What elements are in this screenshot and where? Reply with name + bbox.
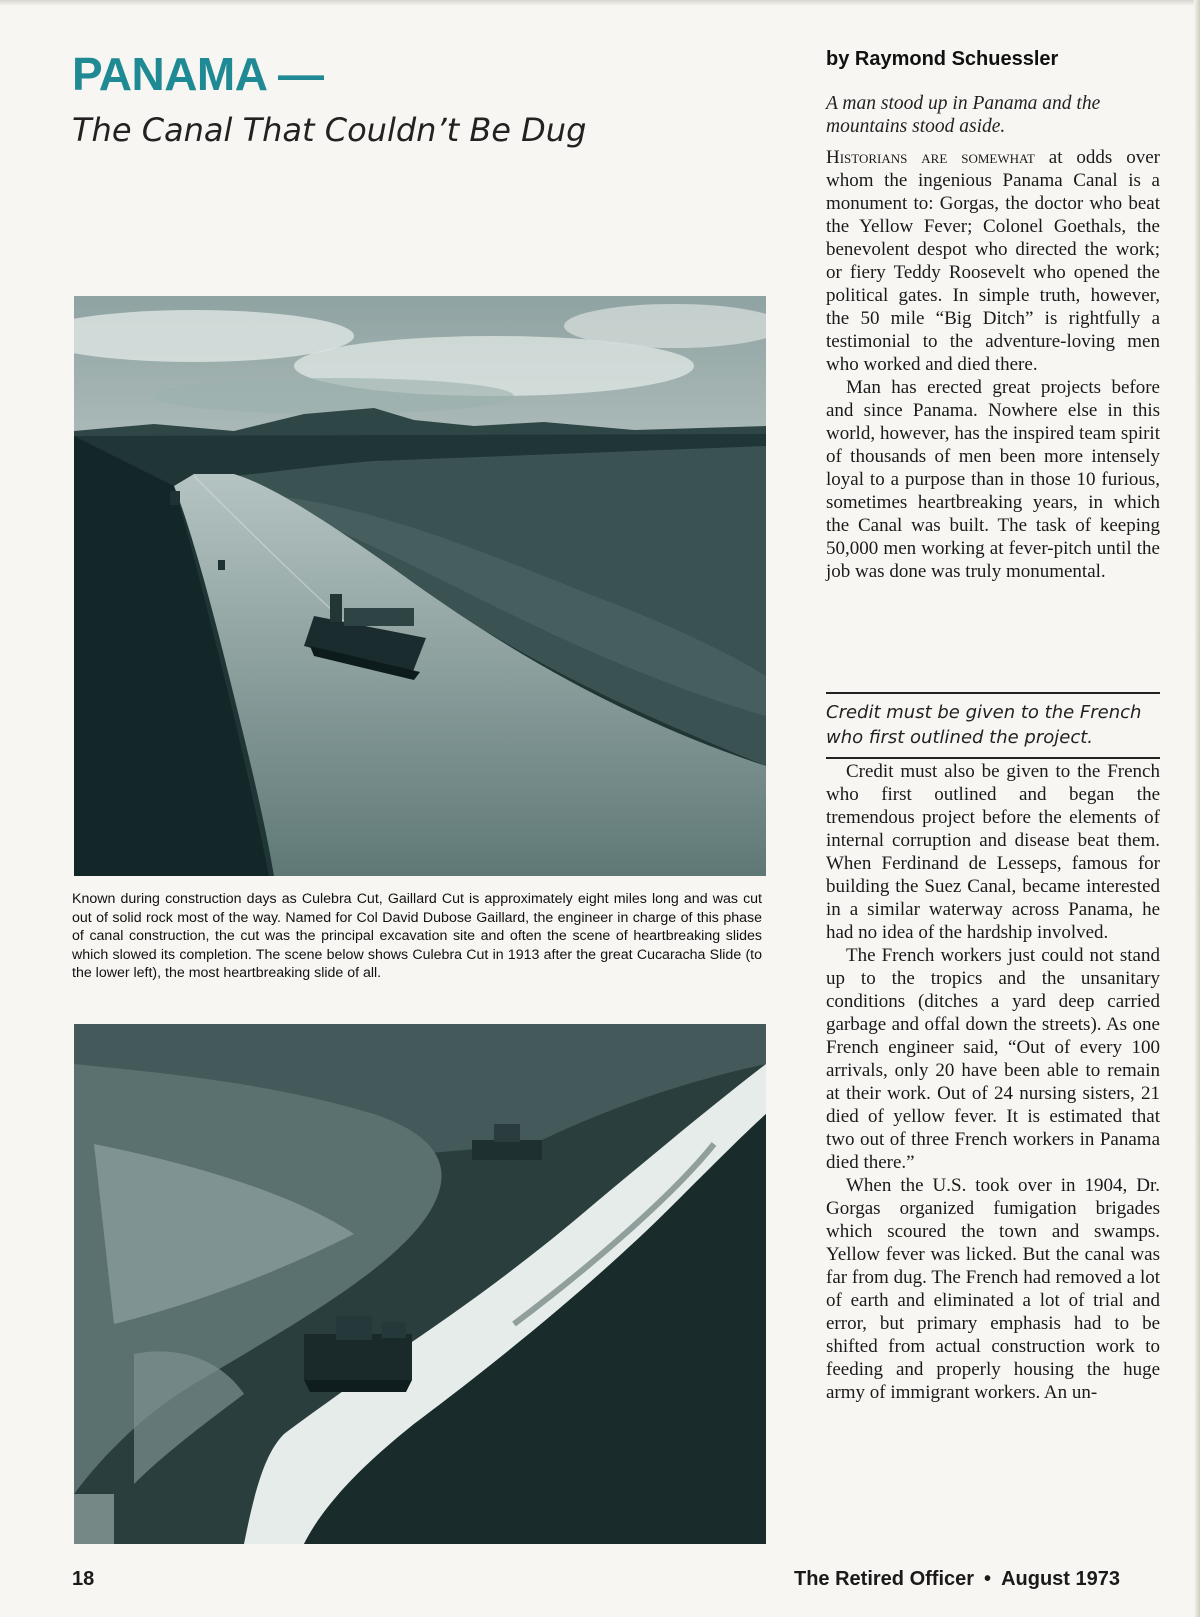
article-title: PANAMA — [72,48,324,100]
running-footer [794,1568,1120,1591]
page-right-edge [1194,0,1200,1617]
article-body-part-2 [826,760,1160,1404]
article-body-part-1 [826,146,1160,583]
article-subtitle: The Canal That Couldn’t Be Dug [72,111,587,149]
issue-date: August 1973 [1001,1568,1120,1590]
body-paragraph: Man has erected great projects before and since Panama. Nowhere else in this world, however, has the inspired team spirit of thousands of men been more intensely loyal to a purpose than in those 10 furious, sometimes heartbreaking years, in which the Canal was built. The task of keeping 50,000 men working at fever-pitch until the job was done was truly monumental. [826,377,1160,582]
lead-in: Historians are somewhat [826,147,1035,168]
photo-culebra-cut-1913 [74,1024,766,1544]
footer-separator: • [984,1568,992,1590]
body-paragraph: Historians are somewhat at odds over whom the ingenious Panama Canal is a monument to: Gorgas, the doctor who beat the Yellow Fever; Colonel Goethals, the benevolent despot who directed the work; or fiery Teddy Roosevelt who opened the political gates. In simple truth, however, the 50 mile “Big Ditch” is rightfully a testimonial to the adventure-loving men who worked and died there. [826,147,1161,375]
publication-name: The Retired Officer [794,1568,975,1590]
pull-quote: Credit must be given to the French who first outlined the project. [826,692,1160,759]
article-byline: by Raymond Schuessler [826,48,1059,70]
body-paragraph: Credit must also be given to the French who first outlined and began the tremendous project before the elements of internal corruption and disease beat them. When Ferdinand de Lesseps, famous for building the Suez Canal, became interested in a similar waterway across Panama, he had no idea of the hardship involved. [826,761,1160,943]
photo-gaillard-cut [74,296,766,876]
page-top-edge [0,0,1200,6]
article-deck: A man stood up in Panama and the mountains stood aside. [826,93,1101,137]
page-number: 18 [72,1568,95,1590]
body-paragraph: When the U.S. took over in 1904, Dr. Gorgas organized fumigation brigades which scoured the town and swamps. Yellow fever was licked. But the canal was far from dug. The French had removed a lot of earth and eliminated a lot of trial and error, but primary emphasis had to be shifted from actual construction work to feeding and properly housing the huge army of immigrant workers. An un- [826,1175,1160,1403]
photo-caption: Known during construction days as Culebra Cut, Gaillard Cut is approximately eight miles long and was cut out of solid rock most of the way. Named for Col David Dubose Gaillard, the engineer in charge of this phase of canal construction, the cut was the principal excavation site and often the scene of heartbreaking slides which slowed its completion. The scene below shows Culebra Cut in 1913 after the great Cucaracha Slide (to the lower left), the most heartbreaking slide of all. [72,891,762,981]
body-paragraph: The French workers just could not stand up to the tropics and the unsanitary conditions (ditches a yard deep carried garbage and offal down the streets). As one French engineer said, “Out of every 100 arrivals, only 20 have been able to remain at their work. Out of 24 nursing sisters, 21 died of yellow fever. It is estimated that two out of three French workers in Panama died there.” [826,945,1160,1173]
